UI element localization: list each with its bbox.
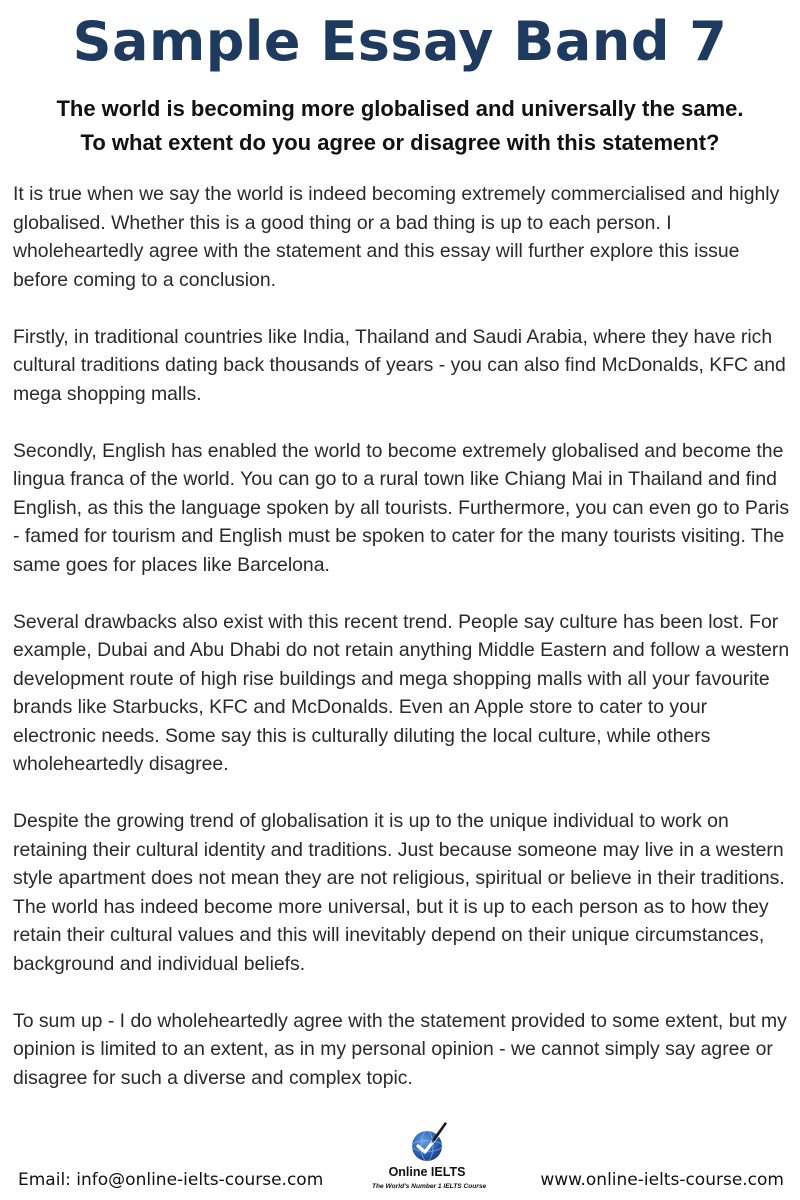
essay-paragraph-2: Firstly, in traditional countries like India, Thailand and Saudi Arabia, where they have rich cultural traditions dating back thousands of years - you can also find McDonalds, KFC and mega shopping malls.	[13, 325, 786, 405]
logo-tagline: The World's Number 1 IELTS Course	[372, 1183, 487, 1190]
footer-website: www.online-ielts-course.com	[540, 1170, 784, 1190]
logo-name: Online IELTS	[388, 1165, 466, 1179]
essay-paragraph-3: Secondly, English has enabled the world to become extremely globalised and become the lingua franca of the world. You can go to a rural town like Chiang Mai in Thailand and find English, as this the language spoken by all tourists. Furthermore, you can even go to Paris - famed for tourism and English must be spoken to cater for the many tourists visiting. The same goes for places like Barcelona.	[13, 439, 790, 576]
footer-email: Email: info@online-ielts-course.com	[18, 1170, 324, 1190]
online-ielts-logo	[372, 1120, 487, 1198]
essay-paragraph-5: Despite the growing trend of globalisation it is up to the unique individual to work on retaining their cultural identity and traditions. Just because someone may live in a western style apartment does not mean they are not religious, spiritual or believe in their traditions. The world has indeed become more universal, but it is up to each person as to how they retain their cultural values and this will inevitably depend on their unique circumstances, background and individual beliefs.	[13, 810, 785, 975]
essay-paragraph-intro: It is true when we say the world is indeed becoming extremely commercialised and highly globalised. Whether this is a good thing or a bad thing is up to each person. I wholeheartedly agree with the statement and this essay will further explore this issue before coming to a conclusion.	[13, 183, 780, 291]
essay-question	[0, 92, 800, 160]
essay-body	[13, 180, 793, 1121]
page-title: Sample Essay Band 7	[72, 10, 728, 73]
globe-pen-checkmark-icon	[410, 1120, 448, 1164]
essay-paragraph-conclusion: To sum up - I do wholeheartedly agree with the statement provided to some extent, but my opinion is limited to an extent, as in my personal opinion - we cannot simply say agree or disagree for such a diverse and complex topic.	[13, 1009, 787, 1089]
essay-paragraph-4: Several drawbacks also exist with this recent trend. People say culture has been lost. For example, Dubai and Abu Dhabi do not retain anything Middle Eastern and follow a western development route of high rise buildings and mega shopping malls with all your favourite brands like Starbucks, KFC and McDonalds. Even an Apple store to cater to your electronic needs. Some say this is culturally diluting the local culture, while others wholeheartedly disagree.	[13, 610, 790, 775]
essay-question-line-1: The world is becoming more globalised and universally the same.	[56, 96, 744, 121]
essay-question-line-2: To what extent do you agree or disagree with this statement?	[80, 130, 720, 155]
